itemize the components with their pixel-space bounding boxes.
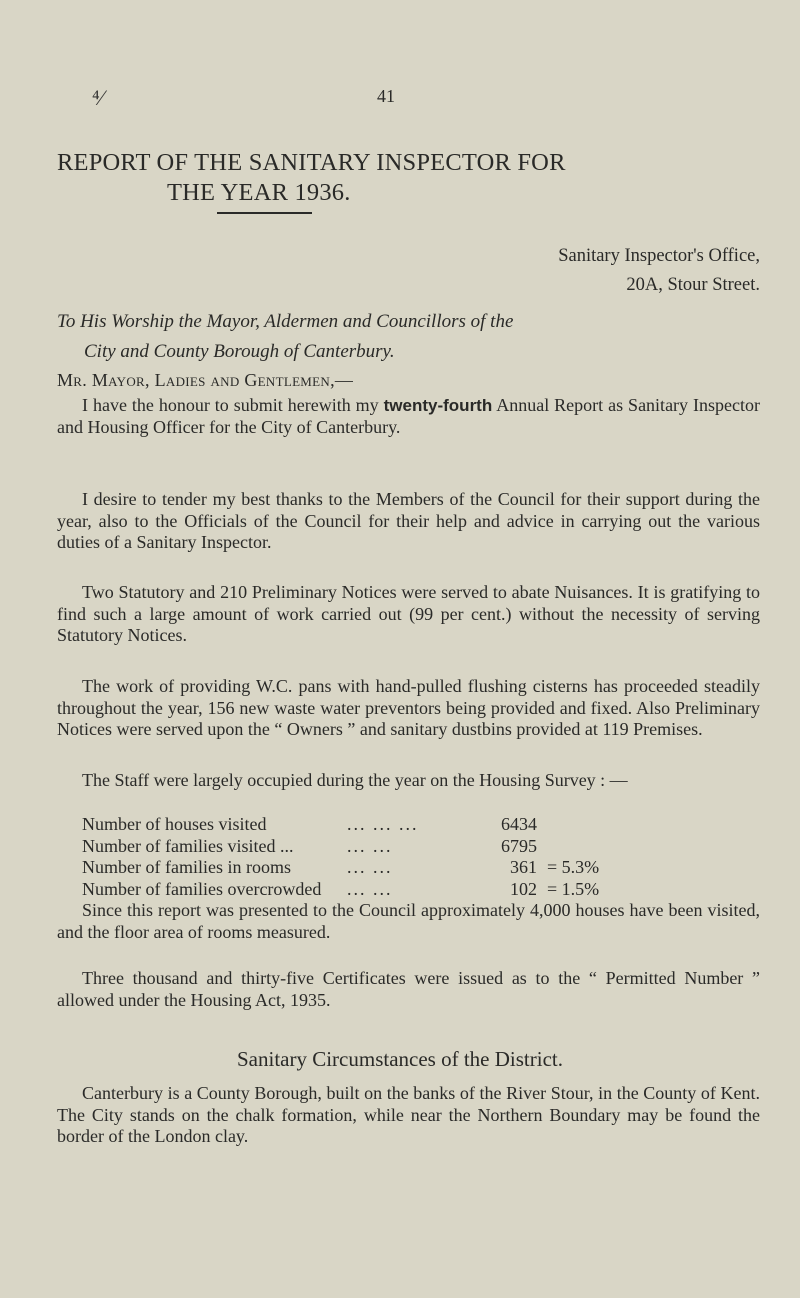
paragraph-5: The Staff were largely occupied during the year on the Housing Survey : — <box>82 770 628 790</box>
survey-percent: = 1.5% <box>547 878 600 899</box>
paragraph-2: I desire to tender my best thanks to the Members of the Council for their support during the year, also to the Officials of the Council for their help and advice in carrying out the various duties of a Sanitary Inspector. <box>57 489 760 552</box>
survey-value: 6434 <box>501 814 537 834</box>
section-heading: Sanitary Circumstances of the District. <box>236 1047 563 1071</box>
paragraph-3: Two Statutory and 210 Preliminary Notices were served to abate Nuisances. It is gratifying to find such a large amount of work carried out (99 per cent.) without the necessity of serving Statutory Notices. <box>57 582 760 645</box>
survey-leader: ... ... <box>347 878 393 899</box>
salutation: Mr. Mayor, Ladies and Gentlemen,— <box>57 370 354 390</box>
survey-label: Number of families visited ... <box>82 835 294 856</box>
paragraph-8: Canterbury is a County Borough, built on the banks of the River Stour, in the County of Kent. The City stands on the chalk formation, while near the Northern Boundary may be found the border of the London clay. <box>57 1083 760 1146</box>
address-line-2: 20A, Stour Street. <box>626 275 760 295</box>
dedication-line-1: To His Worship the Mayor, Aldermen and Councillors of the <box>57 311 514 332</box>
survey-row <box>82 836 762 858</box>
title-line-2: THE YEAR 1936. <box>167 179 351 206</box>
survey-leader: ... ... <box>347 857 393 877</box>
survey-value: 361 <box>510 857 537 877</box>
survey-label: Number of families overcrowded <box>82 878 322 899</box>
survey-leader: ... ... ... <box>347 814 419 834</box>
survey-row <box>82 879 762 901</box>
title-underline <box>217 212 312 214</box>
page-number: 41 <box>377 86 395 106</box>
survey-row <box>82 857 762 879</box>
paragraph-1 <box>57 395 760 438</box>
paragraph-1-emphasis: twenty-fourth <box>383 396 493 415</box>
survey-table <box>82 814 762 900</box>
paragraph-6: Since this report was presented to the Council approximately 4,000 houses have been visited, and the floor area of rooms measured. <box>57 900 760 942</box>
report-title <box>57 148 757 208</box>
paragraph-1-end: Annual Report as Sanitary Inspector and Housing Officer for the City of Canterbury. <box>57 395 760 437</box>
dedication-line-2: City and County Borough of Canterbury. <box>84 341 395 362</box>
paragraph-7: Three thousand and thirty-five Certificates were issued as to the “ Permitted Number ” allowed under the Housing Act, 1935. <box>57 968 760 1010</box>
survey-value: 6795 <box>501 835 537 856</box>
corner-mark: ⁴⁄ <box>92 85 104 110</box>
survey-label: Number of families in rooms <box>82 857 291 877</box>
survey-percent: = 5.3% <box>547 857 600 877</box>
title-line-1: REPORT OF THE SANITARY INSPECTOR FOR <box>57 149 566 176</box>
paragraph-4: The work of providing W.C. pans with hand-pulled flushing cisterns has proceeded steadily throughout the year, 156 new waste water preventors being provided and fixed. Also Preliminary Notices were served upon the “ Owners ” and sanitary dustbins provided at 119 Premises. <box>57 676 760 739</box>
address-line-1: Sanitary Inspector's Office, <box>558 246 760 266</box>
survey-value: 102 <box>510 878 537 899</box>
survey-leader: ... ... <box>347 835 393 856</box>
paragraph-1-start: I have the honour to submit herewith my <box>82 395 384 415</box>
survey-label: Number of houses visited <box>82 814 267 834</box>
survey-row <box>82 814 762 836</box>
dedication <box>57 307 757 367</box>
